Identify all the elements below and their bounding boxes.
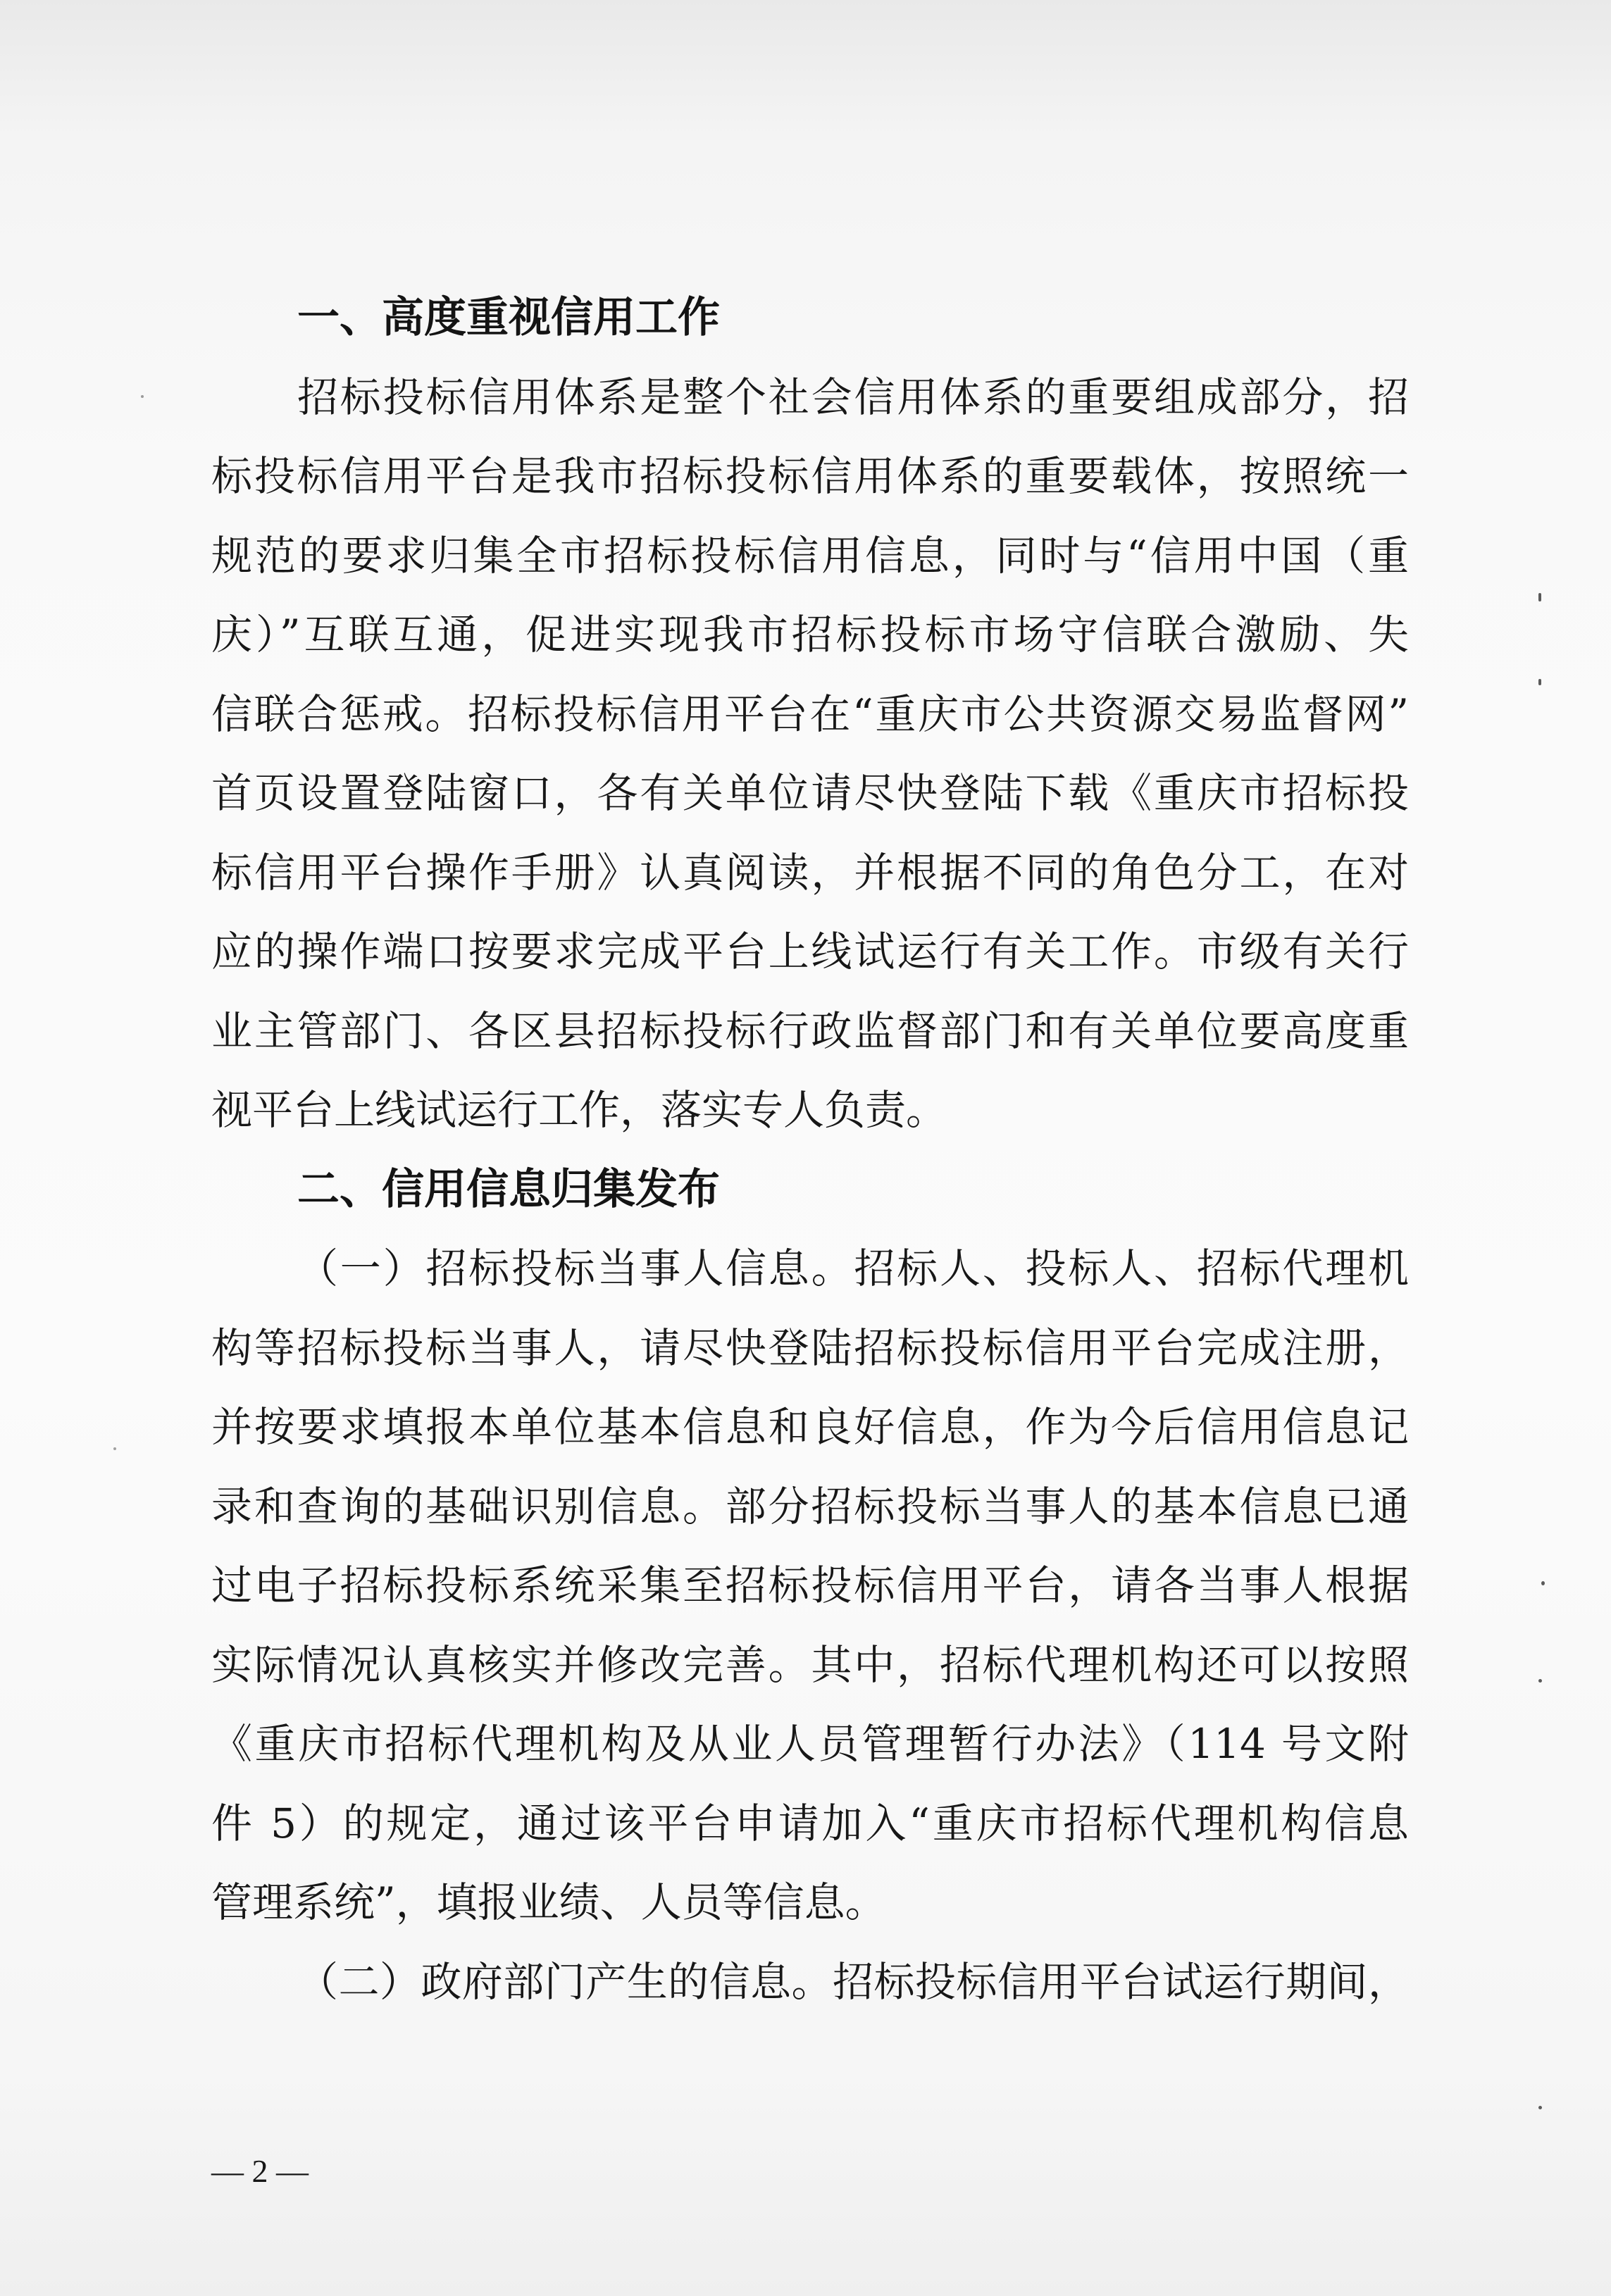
scan-speck	[1538, 679, 1541, 685]
scan-speck	[1538, 2106, 1542, 2109]
paragraph-line: 实际情况认真核实并修改完善。其中，招标代理机构还可以按照	[211, 1640, 1409, 1689]
section-1	[211, 278, 1409, 1150]
paragraph-line: 并按要求填报本单位基本信息和良好信息，作为今后信用信息记	[211, 1403, 1409, 1451]
paragraph-line: 标投标信用平台是我市招标投标信用体系的重要载体，按照统一	[211, 452, 1409, 500]
scan-speck	[113, 1447, 116, 1450]
paragraph	[211, 358, 1409, 1150]
section-heading: 二、信用信息归集发布	[297, 1164, 720, 1214]
scan-speck	[1538, 593, 1541, 601]
paragraph-line: （一）招标投标当事人信息。招标人、投标人、招标代理机	[297, 1244, 1409, 1292]
paragraph	[211, 1942, 1409, 2022]
paragraph-line: 件 5）的规定，通过该平台申请加入“重庆市招标代理机构信息	[211, 1799, 1409, 1847]
paragraph-line: 录和查询的基础识别信息。部分招标投标当事人的基本信息已通	[211, 1482, 1409, 1530]
paragraph-line: 构等招标投标当事人，请尽快登陆招标投标信用平台完成注册，	[211, 1323, 1409, 1372]
paragraph-line: 过电子招标投标系统采集至招标投标信用平台，请各当事人根据	[211, 1561, 1409, 1609]
paragraph-line: 《重庆市招标代理机构及从业人员管理暂行办法》（114 号文附	[211, 1720, 1409, 1768]
text-block	[211, 278, 1409, 2021]
paragraph-line: 管理系统”，填报业绩、人员等信息。	[211, 1878, 886, 1926]
scan-speck	[141, 395, 144, 398]
paragraph-line: 应的操作端口按要求完成平台上线试运行有关工作。市级有关行	[211, 928, 1409, 975]
scan-speck	[1541, 1581, 1545, 1585]
section-2	[211, 1150, 1409, 2022]
paragraph-line: 首页设置登陆窗口，各有关单位请尽快登陆下载《重庆市招标投	[211, 769, 1409, 817]
paragraph	[211, 1229, 1409, 1942]
paragraph-line: 招标投标信用体系是整个社会信用体系的重要组成部分，招	[297, 373, 1409, 421]
paragraph-line: 庆）”互联互通，促进实现我市招标投标市场守信联合激励、失	[211, 611, 1409, 659]
page-number: — 2 —	[211, 2153, 309, 2189]
paragraph-line: 视平台上线试运行工作，落实专人负责。	[211, 1086, 947, 1134]
paragraph-line: 信联合惩戒。招标投标信用平台在“重庆市公共资源交易监督网”	[211, 690, 1409, 738]
paragraph-line: （二）政府部门产生的信息。招标投标信用平台试运行期间，	[297, 1957, 1409, 2006]
section-heading: 一、高度重视信用工作	[297, 293, 720, 342]
paragraph-line: 标信用平台操作手册》认真阅读，并根据不同的角色分工，在对	[211, 848, 1409, 897]
paragraph-line: 业主管部门、各区县招标投标行政监督部门和有关单位要高度重	[211, 1006, 1409, 1055]
paragraph-line: 规范的要求归集全市招标投标信用信息，同时与“信用中国（重	[211, 531, 1409, 580]
scan-speck	[1538, 1679, 1542, 1683]
